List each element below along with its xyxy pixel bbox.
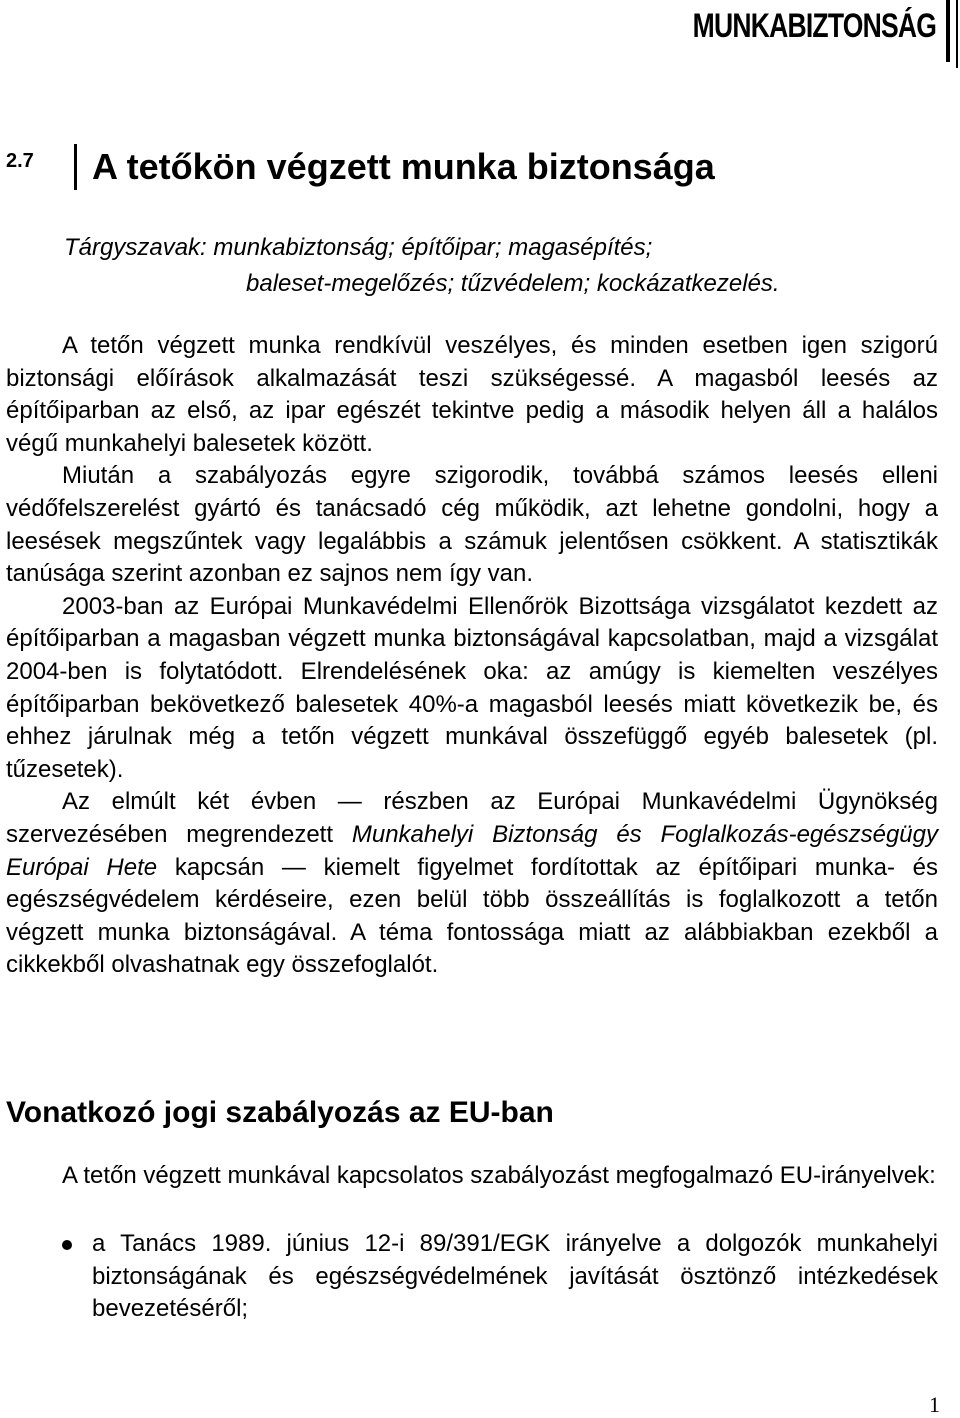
paragraph-4-part-b: kapcsán — kiemelt figyelmet fordítottak az építőipari munka- és egészségvédelem kérdéseire, ezen belül több összeállítás is foglalkozott a tetőn végzett munka biztonságával. A téma fontossága miatt az alábbiakban ezekből a cikkekből olvashatnak egy összefoglalót.	[6, 853, 938, 979]
keywords	[64, 230, 944, 302]
eu-directive-list	[6, 1228, 938, 1326]
list-item	[6, 1228, 938, 1326]
section-number: 2.7	[6, 150, 34, 172]
section-rule	[74, 144, 77, 190]
header-rule-thin	[956, 0, 958, 68]
list-item-text: a Tanács 1989. június 12-i 89/391/EGK irányelve a dolgozók munkahelyi biztonságának és egészségvédelmének javítását ösztönző intézkedések bevezetéséről;	[92, 1230, 938, 1323]
section-title: A tetőkön végzett munka biztonsága	[92, 146, 715, 187]
header-rule	[946, 0, 950, 62]
eu-intro: A tetőn végzett munkával kapcsolatos szabályozást megfogalmazó EU-irányelvek:	[62, 1162, 936, 1189]
keywords-line-2: baleset-megelőzés; tűzvédelem; kockázatkezelés.	[246, 270, 780, 297]
paragraph-2: Miután a szabályozás egyre szigorodik, továbbá számos leesés elleni védőfelszerelést gyártó és tanácsadó cég működik, azt lehetne gondolni, hogy a leesések megszűntek vagy legalábbis a számuk jelentősen csökkent. A statisztikák tanúsága szerint azonban ez sajnos nem így van.	[6, 462, 938, 588]
header-title: MUNKABIZTONSÁG	[692, 7, 936, 45]
paragraph-3: 2003-ban az Európai Munkavédelmi Ellenőrök Bizottsága vizsgálatot kezdett az építőiparban a magasban végzett munka biztonságával kapcsolatban, majd a vizsgálat 2004-ben is folytatódott. Elrendelésének oka: az amúgy is kiemelten veszélyes építőiparban bekövetkező balesetek 40%-a magasból leesés miatt következik be, és ehhez járulnak még a tetőn végzett munkával összefüggő egyéb balesetek (pl. tűzesetek).	[6, 592, 938, 783]
page-number: 1	[929, 1392, 940, 1417]
paragraph-4-part-a: Az elmúlt két évben — részben az Európai Munkavédelmi Ügynökség szervezésében megrendezett	[6, 788, 938, 848]
paragraph-4	[6, 786, 938, 982]
bullet-icon	[62, 1240, 72, 1250]
eu-heading: Vonatkozó jogi szabályozás az EU-ban	[6, 1096, 554, 1129]
body-text	[6, 330, 938, 982]
keywords-line-1: Tárgyszavak: munkabiztonság; építőipar; magasépítés;	[64, 234, 653, 261]
paragraph-1: A tetőn végzett munka rendkívül veszélyes, és minden esetben igen szigorú biztonsági előírások alkalmazását teszi szükségessé. A magasból leesés az építőiparban az első, az ipar egészét tekintve pedig a második helyen áll a halálos végű munkahelyi balesetek között.	[6, 332, 938, 457]
paragraph-4-emphasis: Munkahelyi Biztonság és Foglalkozás-egészségügy Európai Hete	[6, 820, 938, 881]
